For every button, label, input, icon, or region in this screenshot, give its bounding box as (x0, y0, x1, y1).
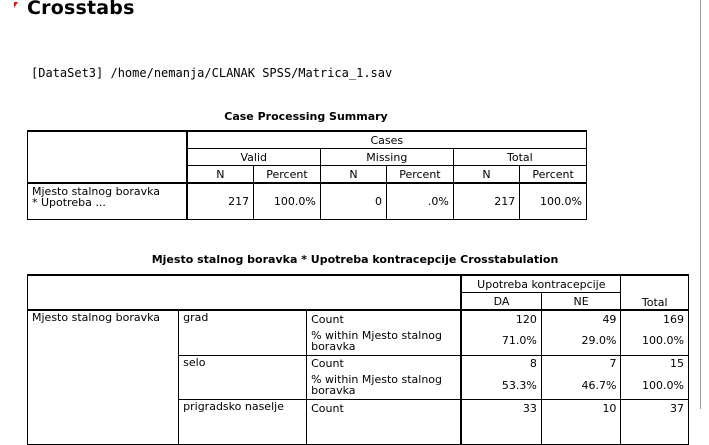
crosstab-cell: 120 (461, 310, 541, 327)
crosstab-cell: 33 (461, 400, 541, 417)
crosstab-stat-label-line: % within Mjesto stalnog (311, 373, 443, 387)
crosstab-category: grad (179, 310, 307, 355)
crosstab-stat-label: Count (307, 310, 462, 327)
crosstab-cell: 29.0% (541, 327, 621, 355)
summary-group-total: Total (453, 149, 586, 166)
summary-corner (28, 131, 187, 183)
crosstab-cell: 46.7% (541, 372, 621, 400)
summary-title: Case Processing Summary (224, 110, 388, 123)
summary-missing-n: 0 (320, 183, 386, 219)
crosstab-cell (541, 416, 621, 444)
crosstab-cell: 7 (541, 355, 621, 372)
crosstab-cell: 15 (621, 355, 689, 372)
crosstab-col-ne: NE (541, 293, 621, 311)
page-title: Crosstabs (27, 0, 135, 19)
crosstab-cell: 169 (621, 310, 689, 327)
summary-total-percent: 100.0% (520, 183, 587, 219)
crosstab-category: prigradsko naselje (179, 400, 307, 445)
crosstab-col-group: Upotreba kontracepcije (461, 275, 621, 293)
summary-subhead: Percent (387, 166, 454, 184)
summary-valid-n: 217 (187, 183, 254, 219)
crosstab-stat-label: Count (307, 355, 462, 372)
summary-valid-percent: 100.0% (254, 183, 321, 219)
crosstab-stat-label (307, 327, 462, 355)
crosstab-stat-label-line: boravka (311, 384, 356, 398)
summary-subhead: Percent (520, 166, 587, 184)
summary-missing-percent: .0% (387, 183, 454, 219)
crosstab-stat-label: Count (307, 400, 462, 417)
crosstab-cell: 53.3% (461, 372, 541, 400)
crosstab-title: Mjesto stalnog boravka * Upotreba kontracepcije Crosstabulation (151, 253, 559, 266)
summary-total-n: 217 (453, 183, 519, 219)
summary-row-label-line: * Upotreba ... (32, 196, 106, 209)
crosstab-row-variable: Mjesto stalnog boravka (28, 310, 179, 444)
crosstab-cell: 71.0% (461, 327, 541, 355)
crosstab-category: selo (179, 355, 307, 400)
crosstab-cell: 49 (541, 310, 621, 327)
summary-row-label-line: Mjesto stalnog boravka (32, 185, 161, 198)
crosstab-cell (621, 416, 689, 444)
case-processing-summary-table (27, 130, 587, 220)
summary-group-missing: Missing (320, 149, 453, 166)
summary-subhead: Percent (254, 166, 321, 184)
summary-group-valid: Valid (187, 149, 321, 166)
viewer-border (700, 0, 701, 409)
crosstabulation-table (27, 274, 689, 445)
crosstab-stat-label (307, 416, 462, 444)
crosstab-corner (28, 275, 462, 310)
summary-row-label (28, 183, 187, 219)
crosstab-cell: 100.0% (621, 372, 689, 400)
crosstab-stat-label (307, 372, 462, 400)
output-marker-icon (14, 2, 18, 8)
crosstab-col-da: DA (461, 293, 541, 311)
summary-cases-header: Cases (187, 131, 587, 149)
crosstab-cell (461, 416, 541, 444)
summary-subhead: N (320, 166, 386, 184)
crosstab-stat-label-line: boravka (311, 339, 356, 353)
dataset-line: [DataSet3] /home/nemanja/CLANAK SPSS/Matrica_1.sav (31, 66, 393, 80)
crosstab-cell: 37 (621, 400, 689, 417)
crosstab-cell: 10 (541, 400, 621, 417)
summary-subhead: N (187, 166, 254, 184)
crosstab-col-total: Total (621, 275, 689, 310)
summary-subhead: N (453, 166, 519, 184)
crosstab-cell: 100.0% (621, 327, 689, 355)
crosstab-stat-label-line: % within Mjesto stalnog (311, 328, 443, 342)
crosstab-cell: 8 (461, 355, 541, 372)
